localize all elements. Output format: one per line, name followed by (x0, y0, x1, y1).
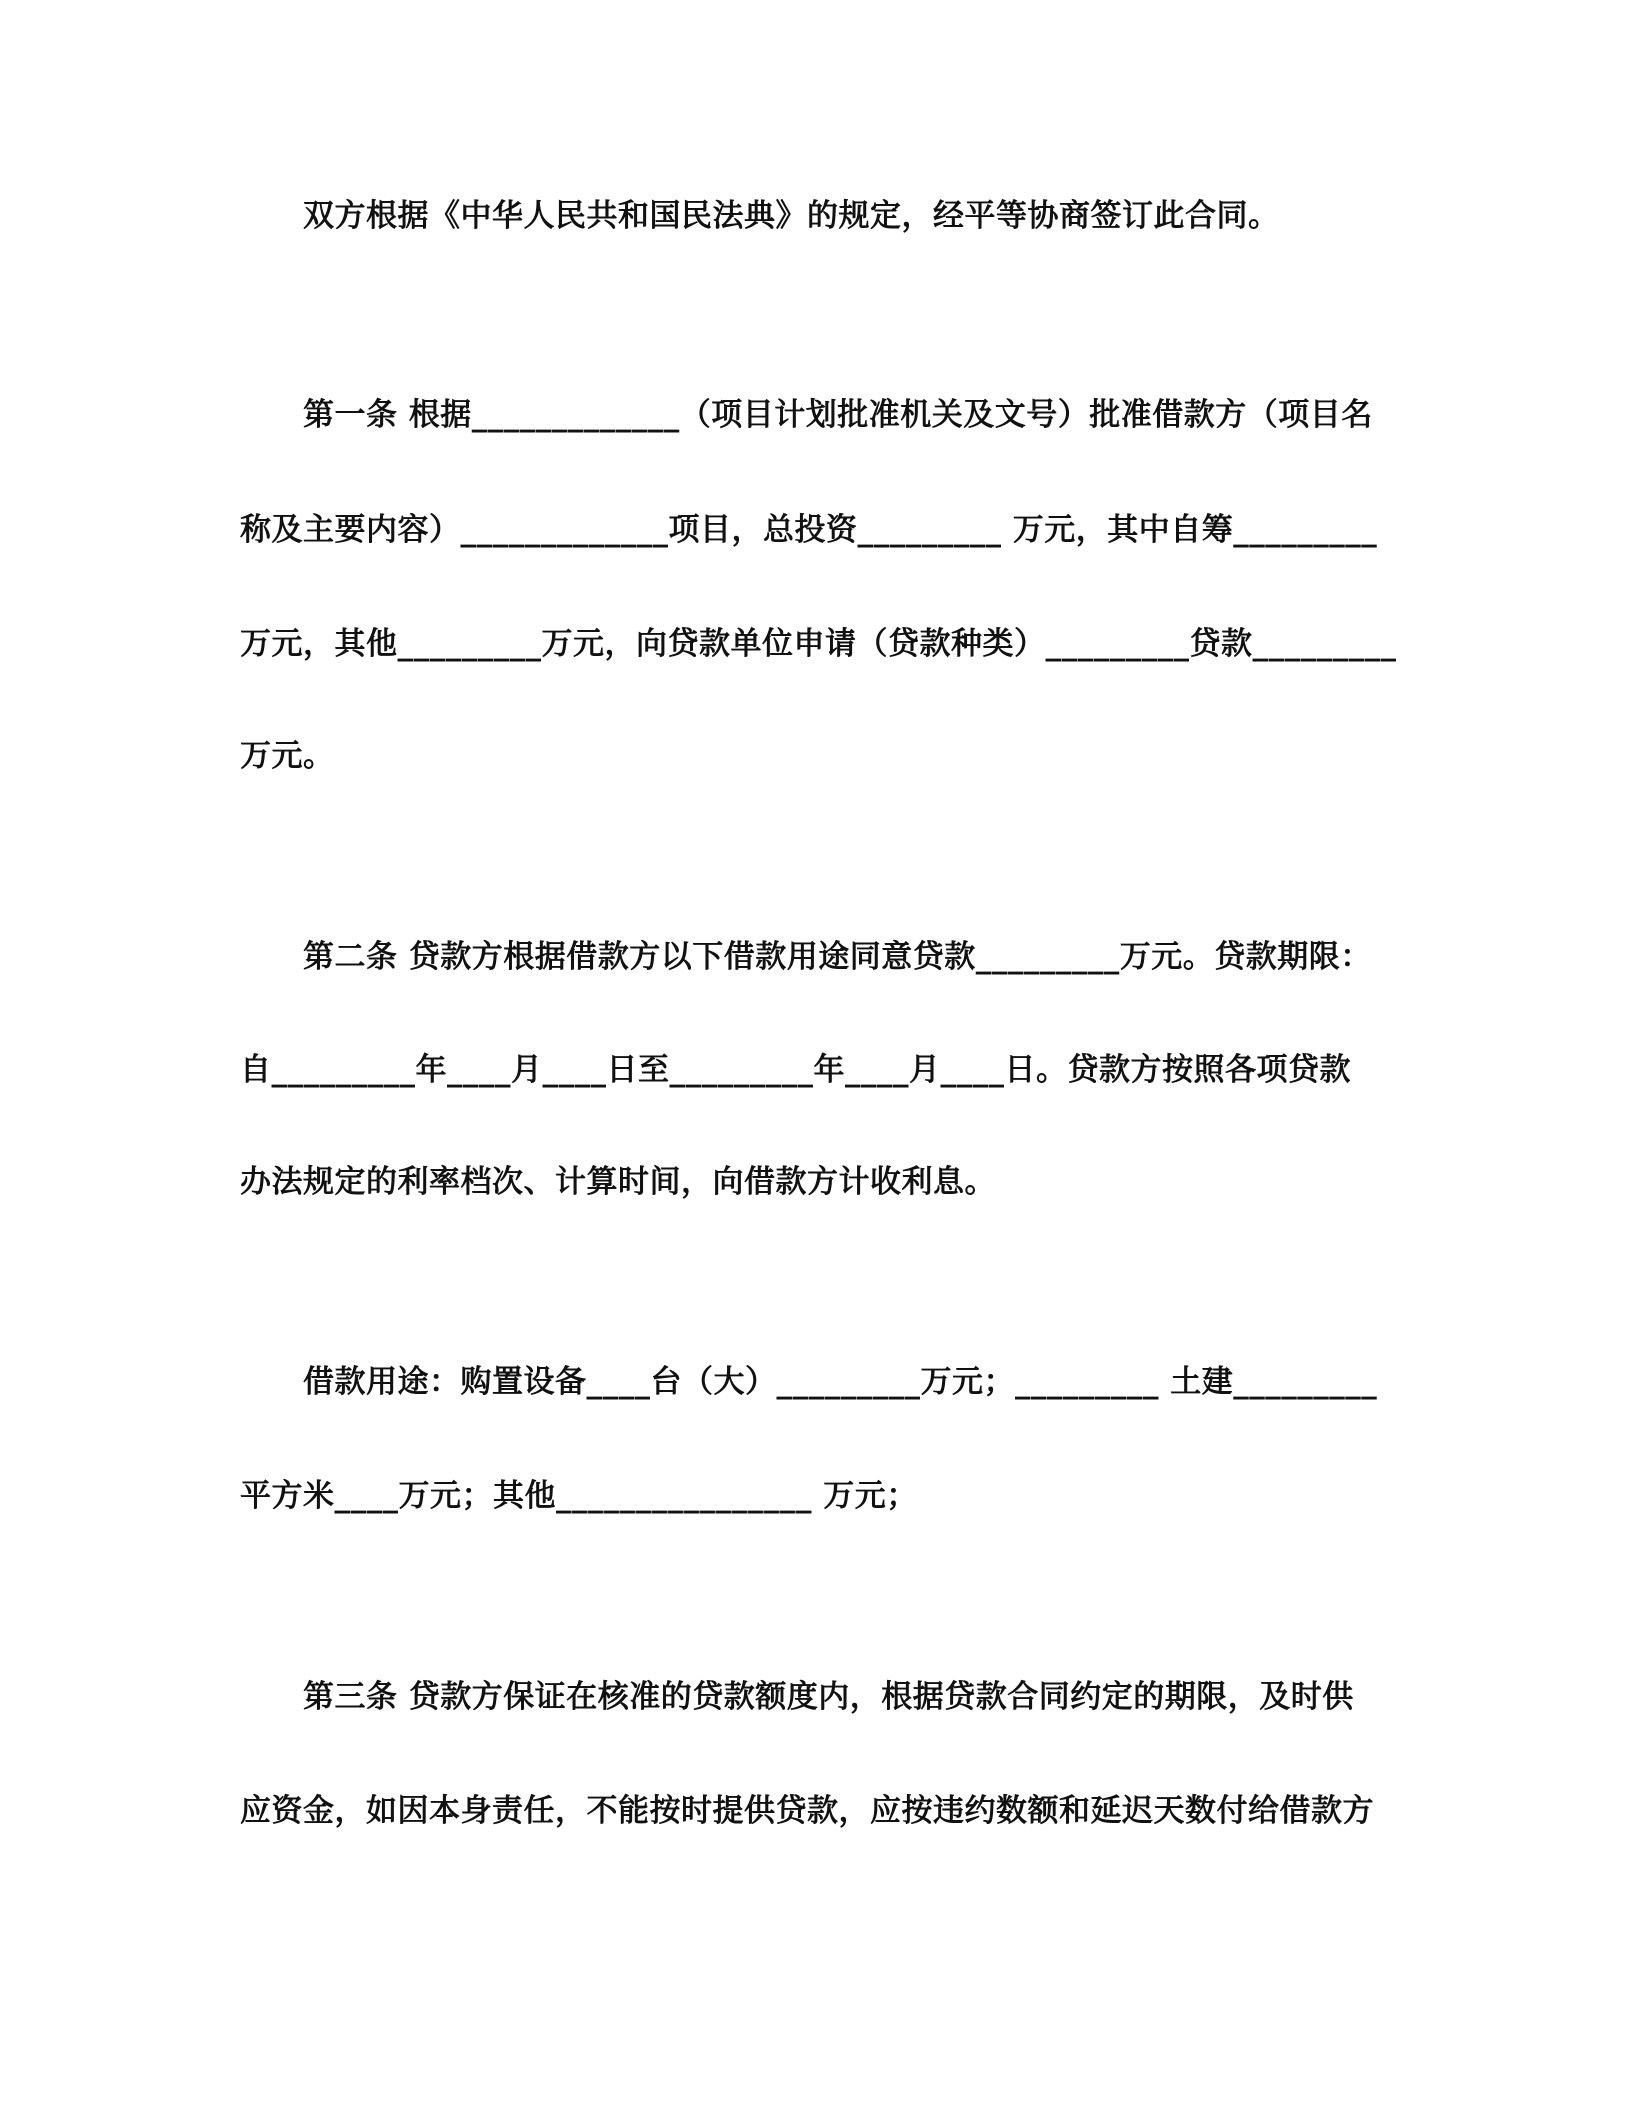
article-3-line-2: 应资金，如因本身责任，不能按时提供贷款，应按违约数额和延迟天数付给借款方 (240, 1793, 1374, 1829)
article-1-line-1: 第一条 根据_____________（项目计划批准机关及文号）批准借款方（项目名 (303, 397, 1373, 433)
article-2-line-3: 办法规定的利率档次、计算时间，向借款方计收利息。 (240, 1164, 996, 1200)
preamble-line: 双方根据《中华人民共和国民法典》的规定，经平等协商签订此合同。 (303, 198, 1280, 234)
loan-use-line-2: 平方米____万元；其他________________ 万元； (240, 1478, 918, 1514)
loan-use-line-1: 借款用途：购置设备____台（大）_________万元；_________ 土建_________ (303, 1364, 1378, 1400)
article-1-line-4: 万元。 (240, 738, 335, 774)
article-2-line-2: 自_________年____月____日至_________年____月____日。贷款方按照各项贷款 (240, 1052, 1351, 1088)
article-3-line-1: 第三条 贷款方保证在核准的贷款额度内，根据贷款合同约定的期限，及时供 (303, 1679, 1354, 1715)
article-1-line-2: 称及主要内容）_____________项目，总投资_________ 万元，其中自筹_________ (240, 512, 1378, 548)
article-2-line-1: 第二条 贷款方根据借款方以下借款用途同意贷款_________万元。贷款期限： (303, 939, 1372, 975)
article-1-line-3: 万元，其他_________万元，向贷款单位申请（贷款种类）_________贷款_________ (240, 626, 1397, 662)
